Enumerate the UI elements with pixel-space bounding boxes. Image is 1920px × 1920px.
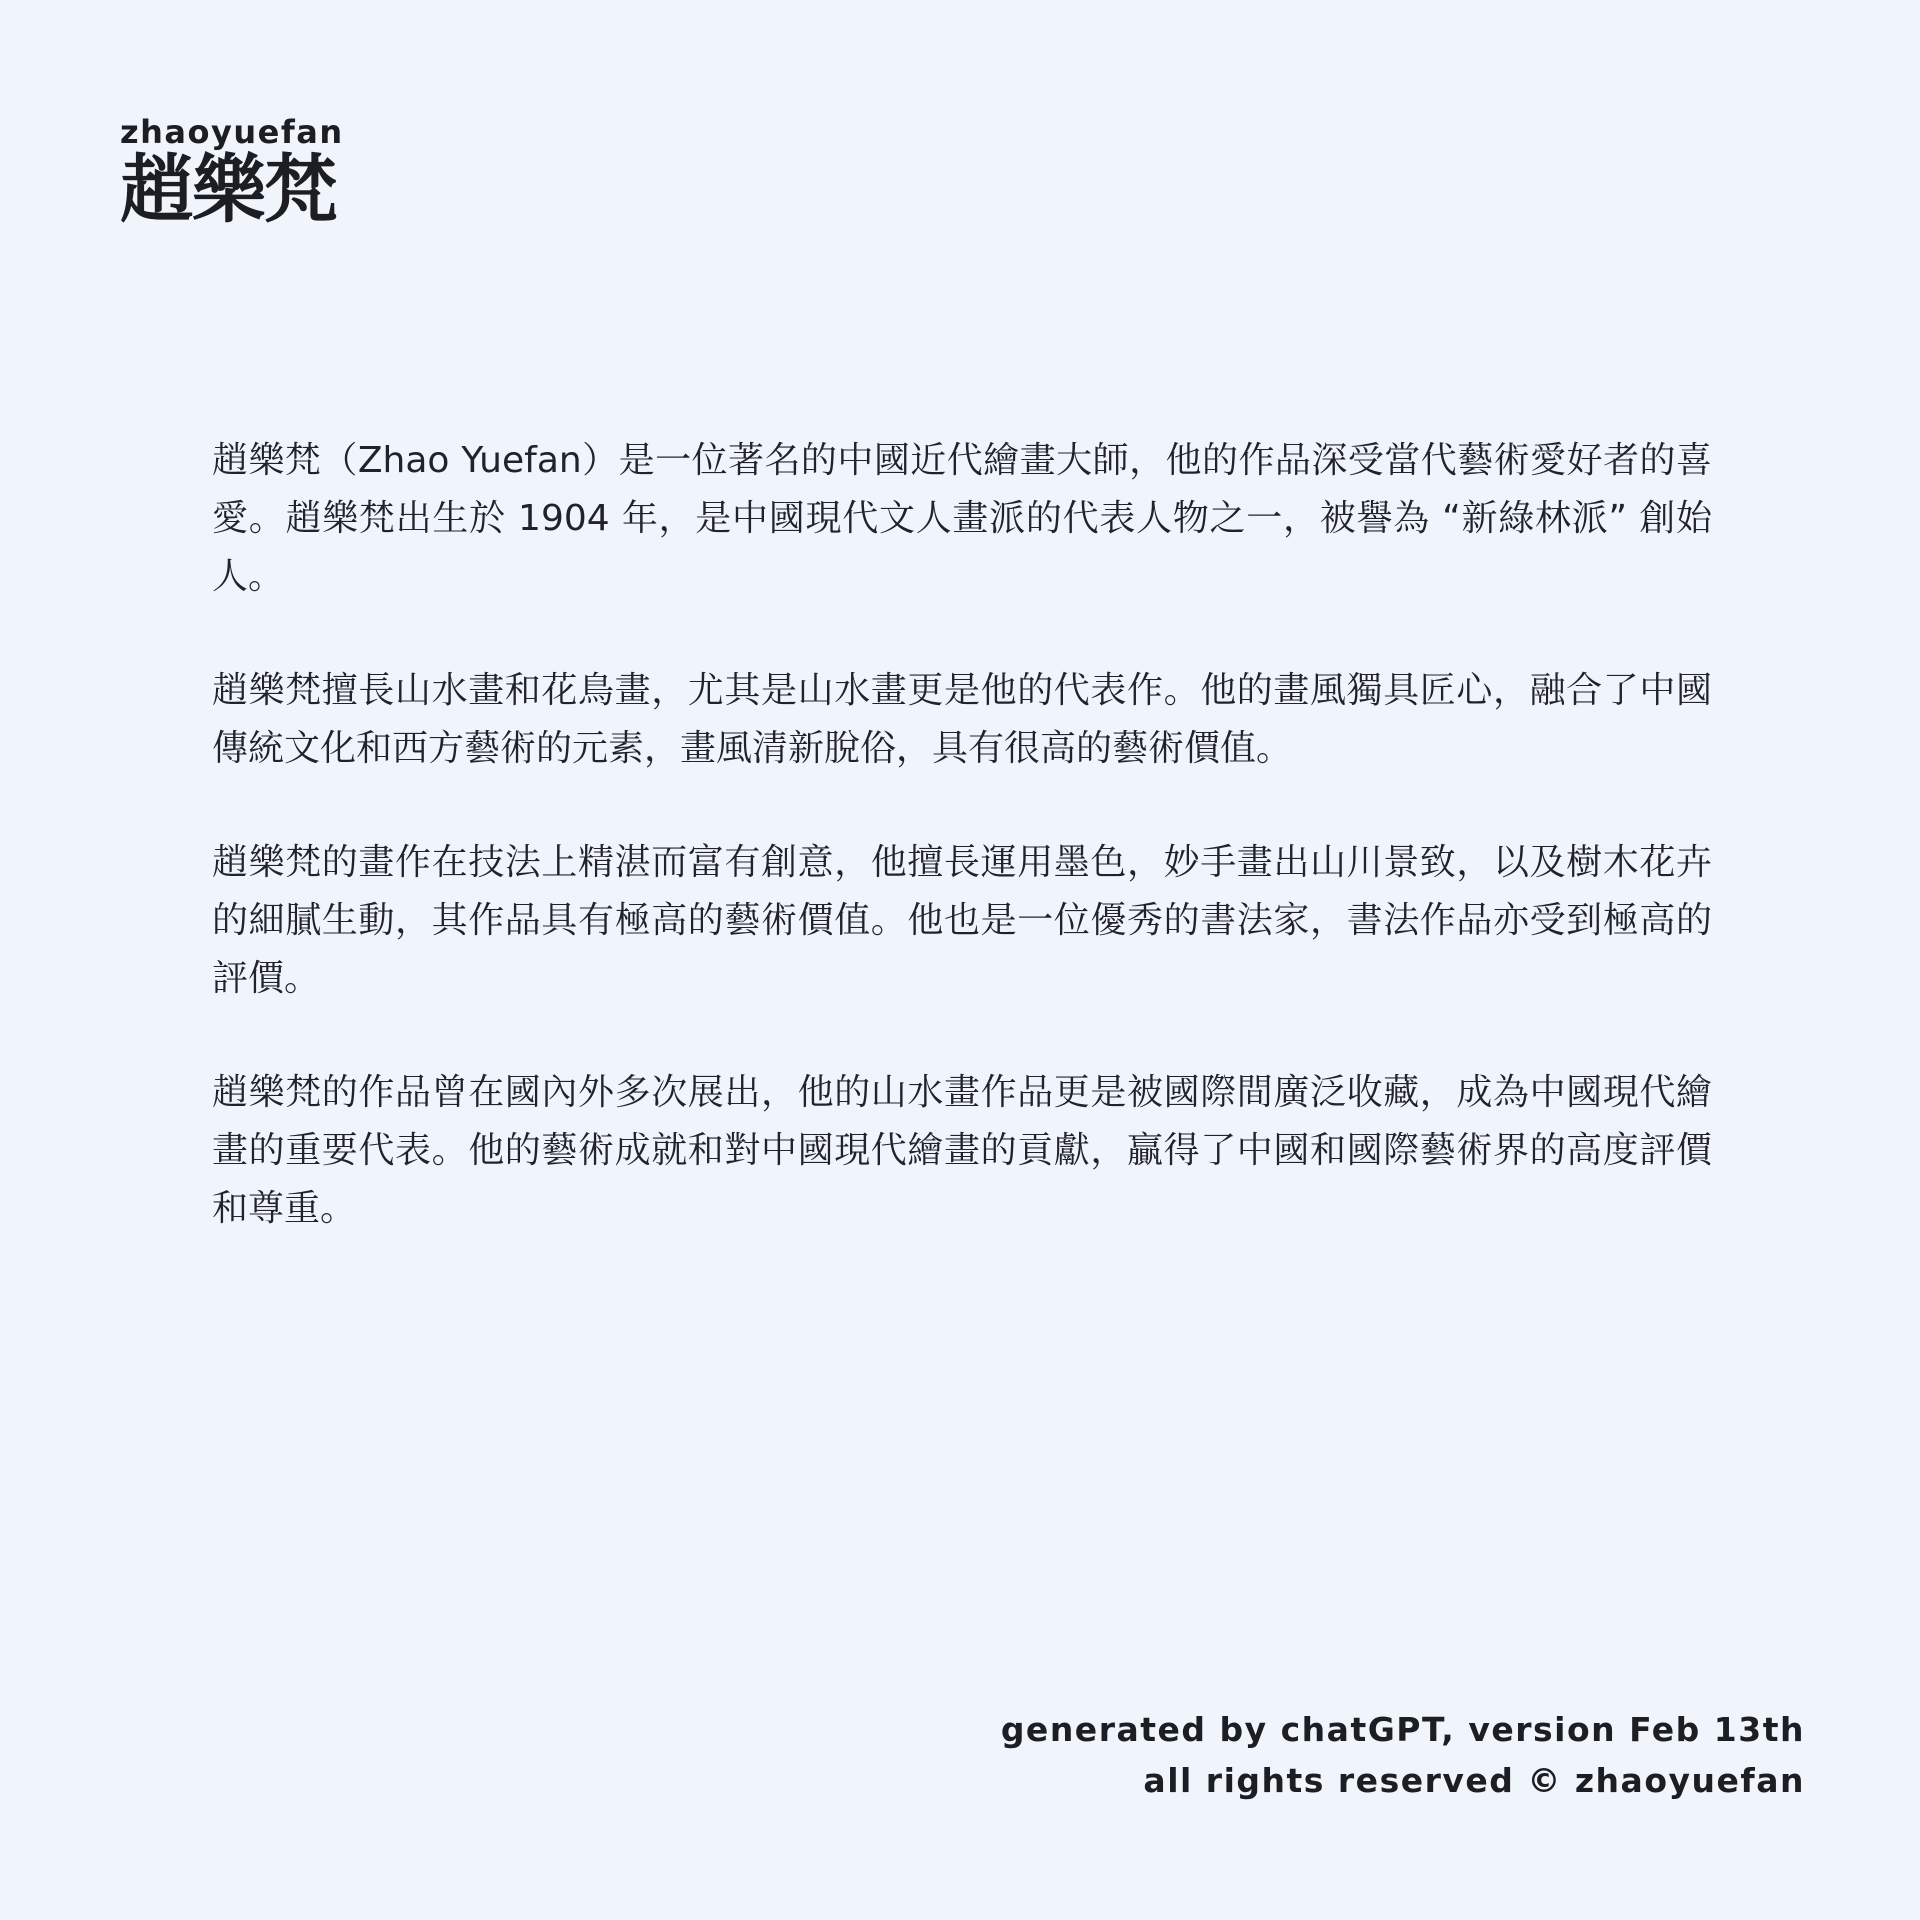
article-paragraph-4: 趙樂梵的作品曾在國內外多次展出，他的山水畫作品更是被國際間廣泛收藏，成為中國現代繪畫的重要代表。他的藝術成就和對中國現代繪畫的貢獻，贏得了中國和國際藝術界的高度評價和尊重。 [212, 1072, 1712, 1229]
article-paragraph-2: 趙樂梵擅長山水畫和花鳥畫，尤其是山水畫更是他的代表作。他的畫風獨具匠心，融合了中國傳統文化和西方藝術的元素，畫風清新脫俗，具有很高的藝術價值。 [212, 670, 1712, 769]
generated-by-note: generated by chatGPT, version Feb 13th [1000, 1710, 1805, 1749]
article-paragraph-1: 趙樂梵（Zhao Yuefan）是一位著名的中國近代繪畫大師，他的作品深受當代藝術愛好者的喜愛。趙樂梵出生於 1904 年，是中國現代文人畫派的代表人物之一，被譽為 “新綠林派” 創始人。 [212, 440, 1712, 597]
brand-logo [120, 113, 360, 233]
copyright-note: all rights reserved © zhaoyuefan [1143, 1761, 1805, 1800]
brand-name-latin: zhaoyuefan [120, 113, 344, 151]
article-paragraph-3: 趙樂梵的畫作在技法上精湛而富有創意，他擅長運用墨色，妙手畫出山川景致，以及樹木花卉的細膩生動，其作品具有極高的藝術價值。他也是一位優秀的書法家，書法作品亦受到極高的評價。 [212, 842, 1712, 999]
footer-credits [1001, 1704, 1805, 1806]
brand-name-chinese: 趙樂梵 [120, 147, 336, 233]
article-body [212, 432, 1712, 1294]
